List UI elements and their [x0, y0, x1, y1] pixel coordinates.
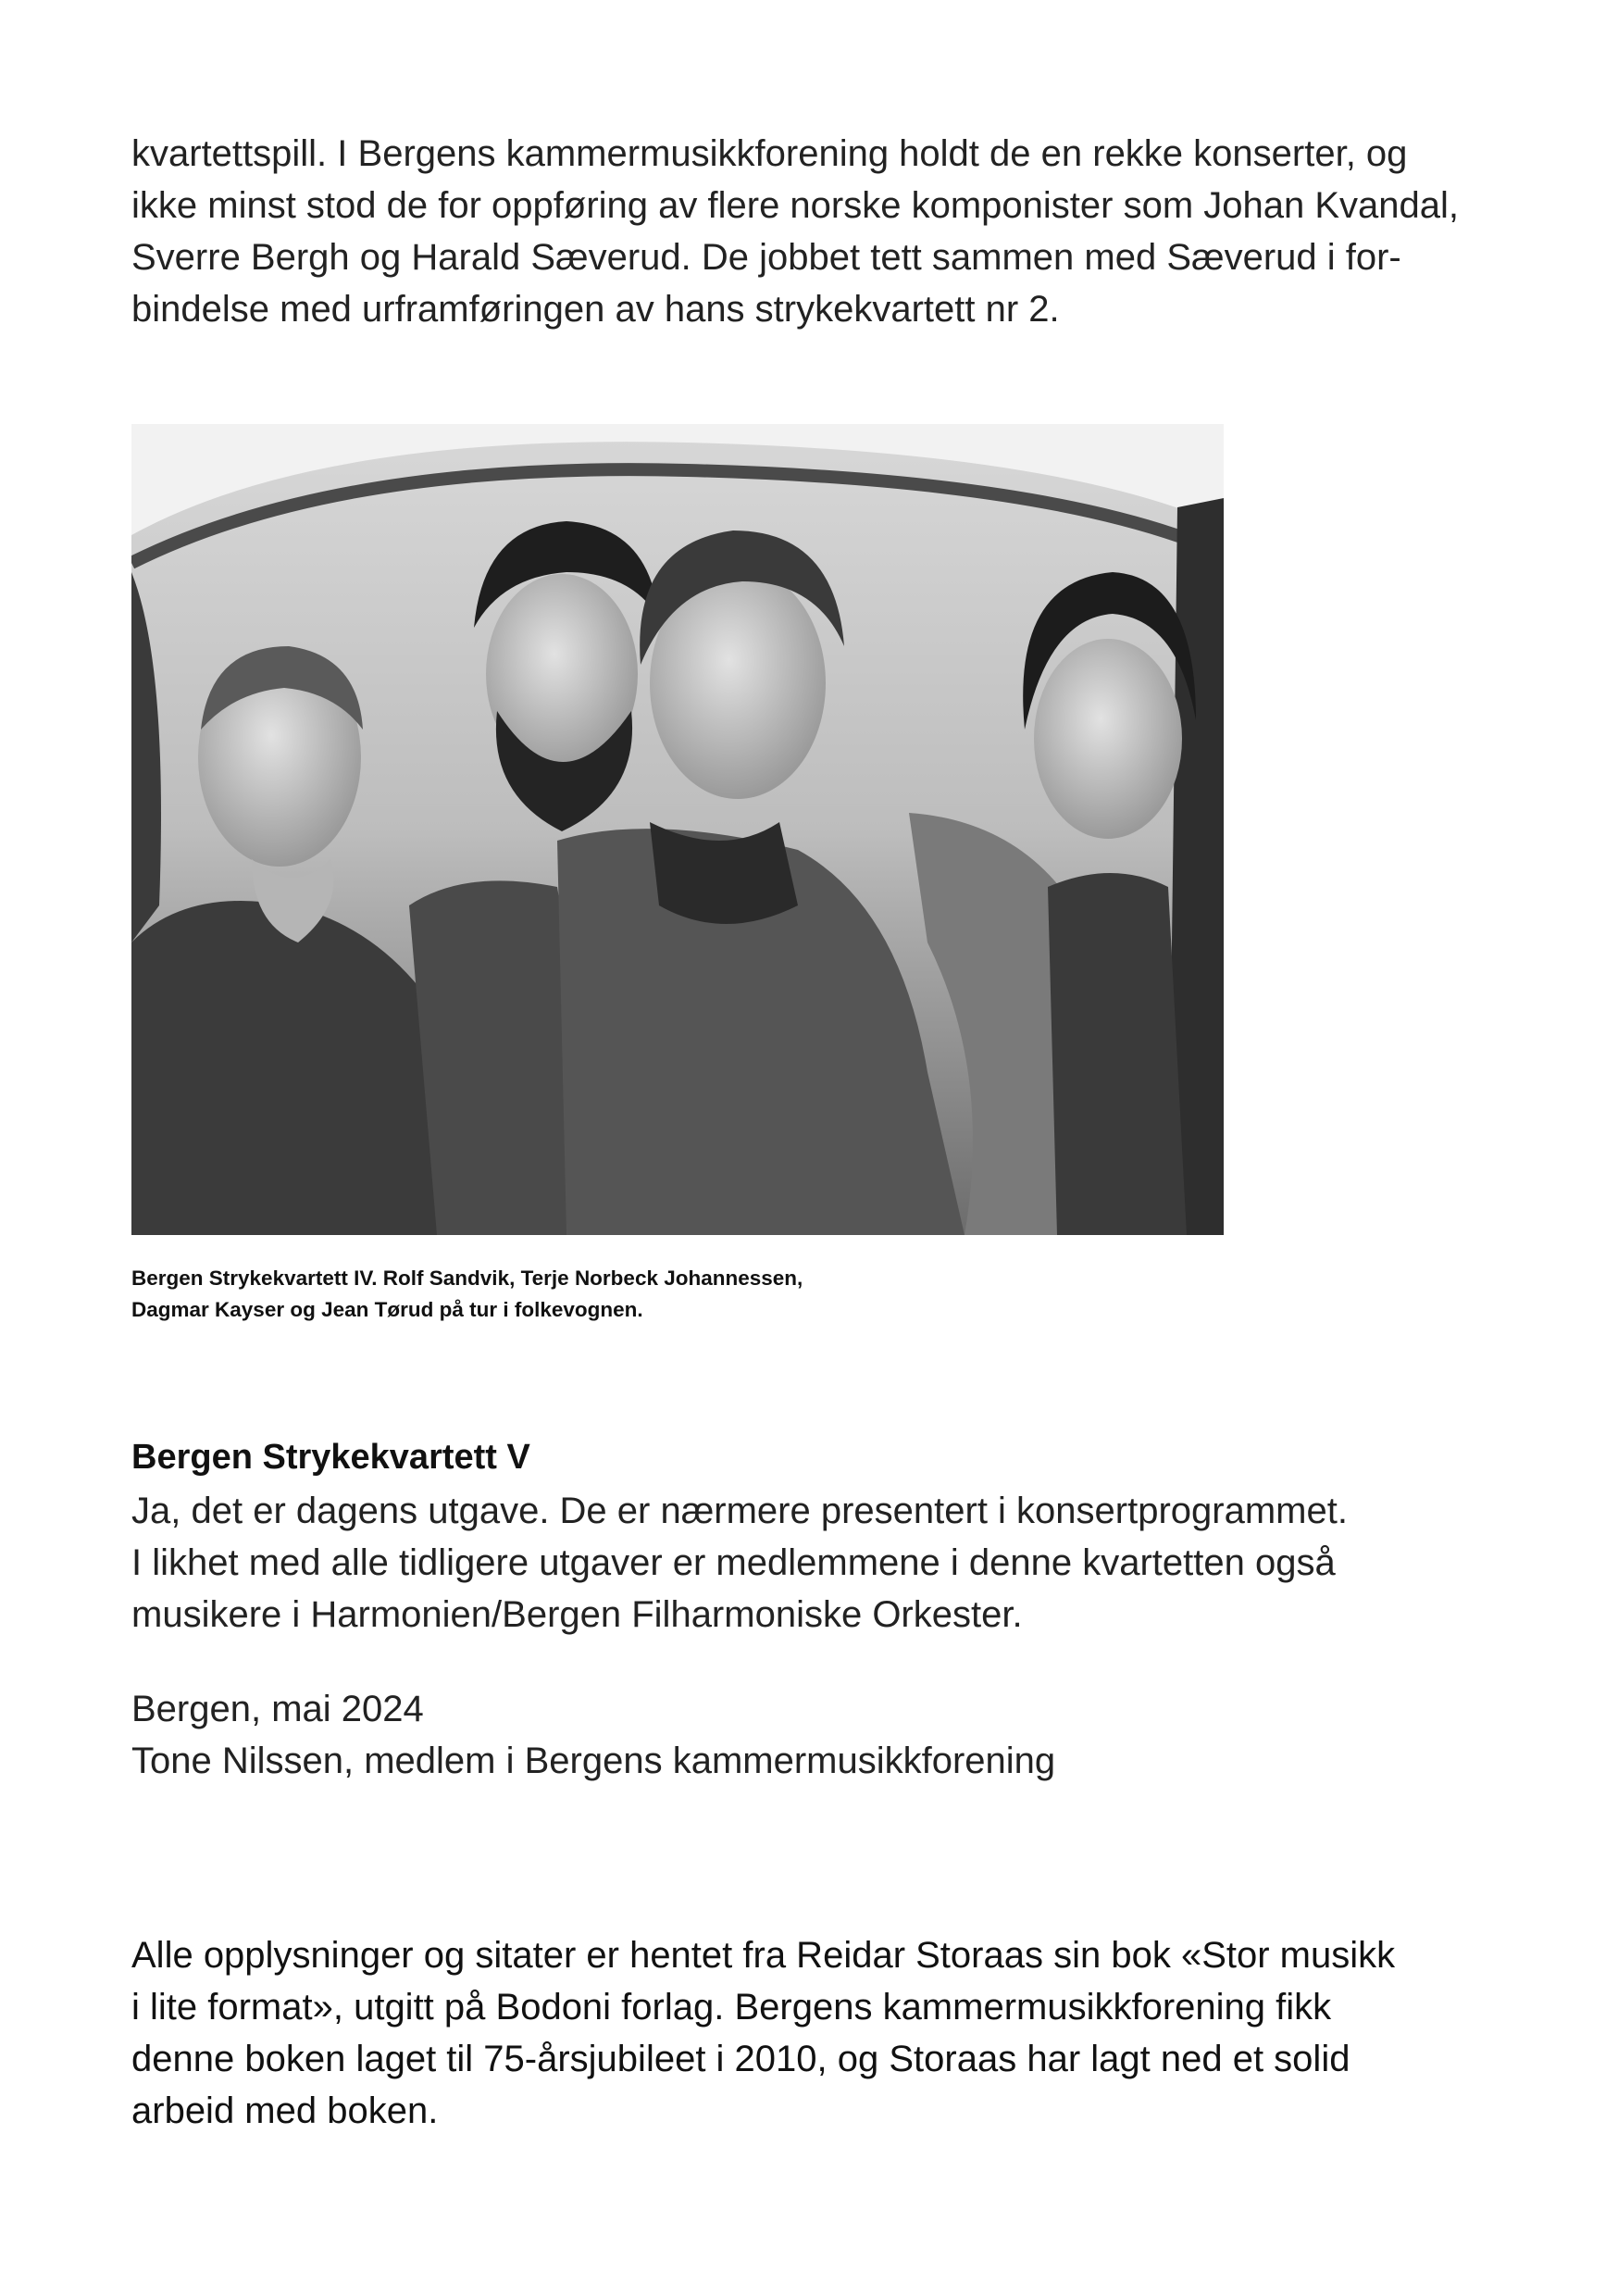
sources-line: i lite format», utgitt på Bodoni forlag. Bergens kammermusikkforening fikk [131, 1987, 1332, 2028]
signoff [131, 1683, 1492, 1787]
section-paragraph [131, 1485, 1492, 1641]
caption-line: Dagmar Kayser og Jean Tørud på tur i folkevognen. [131, 1298, 643, 1321]
section-heading: Bergen Strykekvartett V [131, 1438, 530, 1477]
photo-caption [131, 1263, 1150, 1326]
signoff-author: Tone Nilssen, medlem i Bergens kammermusikkforening [131, 1741, 1056, 1781]
section-line: Ja, det er dagens utgave. De er nærmere presentert i konsertprogrammet. [131, 1491, 1348, 1531]
sources-line: arbeid med boken. [131, 2090, 439, 2131]
sources-paragraph [131, 1929, 1492, 2137]
signoff-place-date: Bergen, mai 2024 [131, 1689, 424, 1729]
photo-illustration [131, 424, 1224, 1235]
quartet-photo [131, 424, 1224, 1235]
intro-paragraph [131, 128, 1492, 335]
sources-line: Alle opplysninger og sitater er hentet fra Reidar Storaas sin bok «Stor musikk [131, 1935, 1396, 1976]
section-line: I likhet med alle tidligere utgaver er medlemmene i denne kvartetten også [131, 1542, 1336, 1583]
caption-line: Bergen Strykekvartett IV. Rolf Sandvik, Terje Norbeck Johannessen, [131, 1267, 803, 1290]
intro-line: bindelse med urframføringen av hans strykekvartett nr 2. [131, 289, 1060, 330]
section-line: musikere i Harmonien/Bergen Filharmoniske Orkester. [131, 1594, 1023, 1635]
intro-line: kvartettspill. I Bergens kammermusikkforening holdt de en rekke konserter, og [131, 133, 1408, 174]
intro-line: ikke minst stod de for oppføring av flere norske komponister som Johan Kvandal, [131, 185, 1460, 226]
sources-line: denne boken laget til 75-årsjubileet i 2010, og Storaas har lagt ned et solid [131, 2039, 1350, 2079]
intro-line: Sverre Bergh og Harald Sæverud. De jobbet tett sammen med Sæverud i for- [131, 237, 1401, 278]
